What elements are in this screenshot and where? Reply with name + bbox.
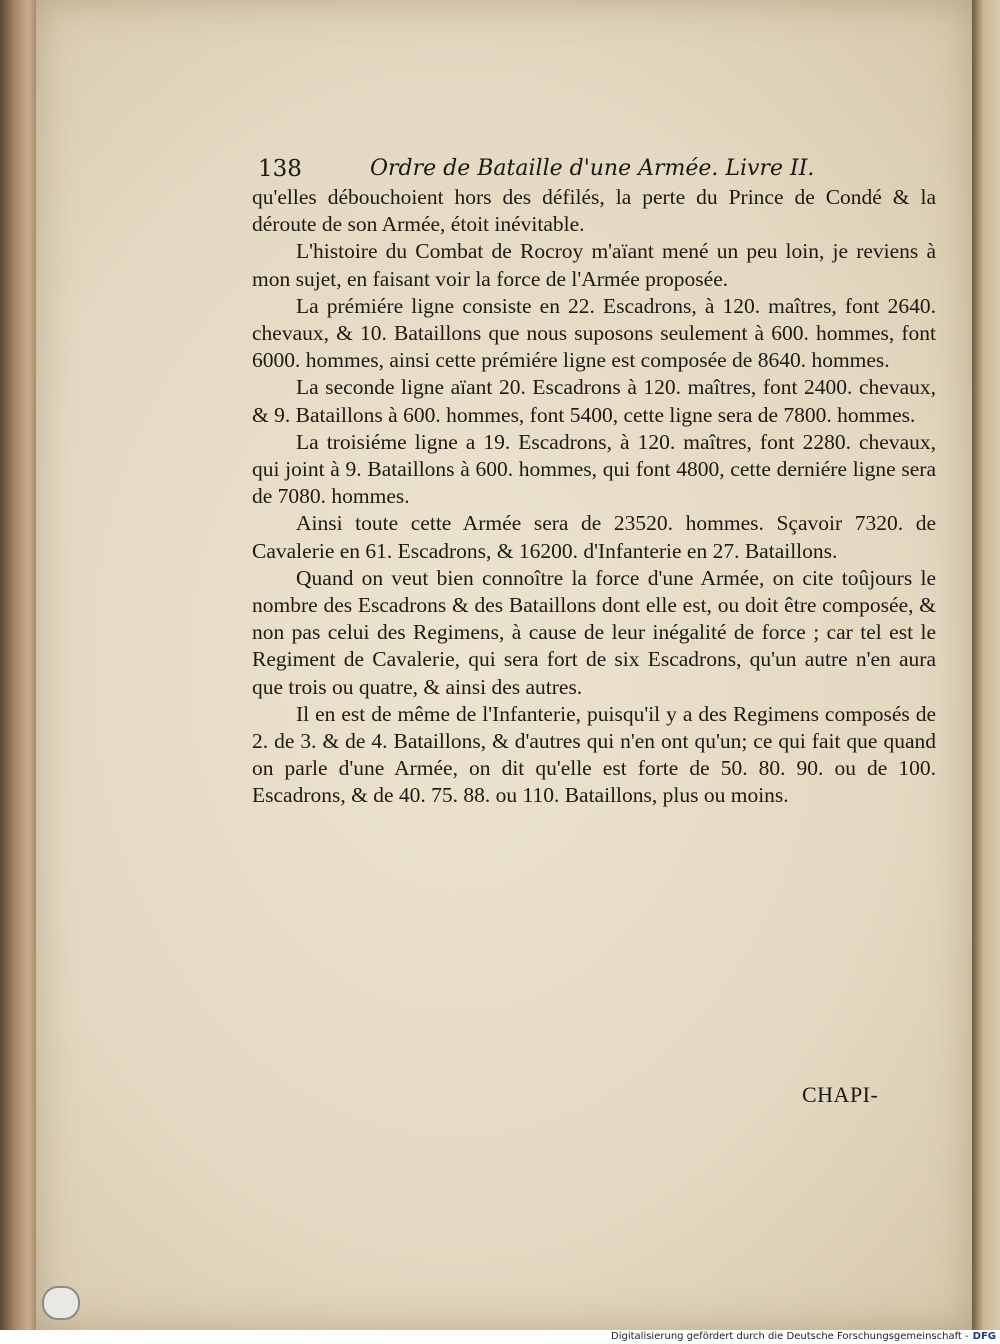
paragraph: Il en est de même de l'Infanterie, puisqu'il y a des Regimens composés de 2. de 3. & de 4. Bataillons, & d'autres qui n'en ont qu'un; ce qui fait que quand on parle d'une Armée, on dit qu'elle est forte de 50. 80. 90. ou de 100. Escadrons, & de 40. 75. 88. ou 110. Bataillons, plus ou moins.	[252, 701, 936, 808]
body-text	[252, 184, 936, 810]
paragraph: La prémiére ligne consiste en 22. Escadrons, à 120. maîtres, font 2640. chevaux, & 10. Bataillons que nous suposons seulement à 600. hommes, font 6000. hommes, ainsi cette prémiére ligne est composée de 8640. hommes.	[252, 293, 936, 373]
paragraph: La seconde ligne aïant 20. Escadrons à 120. maîtres, font 2400. chevaux, & 9. Bataillons à 600. hommes, font 5400, cette ligne sera de 7800. hommes.	[252, 375, 936, 427]
footer-credit	[0, 1330, 1000, 1344]
paragraph: La troisiéme ligne a 19. Escadrons, à 120. maîtres, font 2280. chevaux, qui joint à 9. Bataillons à 600. hommes, qui font 4800, cette derniére ligne sera de 7080. hommes.	[252, 429, 936, 509]
paragraph: Ainsi toute cette Armée sera de 23520. hommes. Sçavoir 7320. de Cavalerie en 61. Escadrons, & 16200. d'Infanterie en 27. Bataillons.	[252, 511, 936, 563]
catchword: CHAPI-	[802, 1082, 879, 1107]
paragraph: qu'elles débouchoient hors des défilés, la perte du Prince de Condé & la déroute de son Armée, étoit inévitable.	[252, 185, 936, 237]
footer-text: Digitalisierung gefördert durch die Deutsche Forschungsgemeinschaft -	[611, 1331, 969, 1342]
paragraph: L'histoire du Combat de Rocroy m'aïant mené un peu loin, je reviens à mon sujet, en faisant voir la force de l'Armée proposée.	[252, 239, 936, 291]
next-page-edge	[972, 0, 1000, 1330]
dfg-logo: DFG	[972, 1331, 996, 1342]
book-clasp	[42, 1286, 80, 1320]
page-number: 138	[258, 156, 302, 182]
paragraph: Quand on veut bien connoître la force d'une Armée, on cite toûjours le nombre des Escadrons & des Bataillons dont elle est, ou doit être composée, & non pas celui des Regimens, à cause de leur inégalité de force ; car tel est le Regiment de Cavalerie, qui sera fort de six Escadrons, qu'un autre n'en aura que trois ou quatre, & ainsi des autres.	[252, 565, 936, 699]
running-title: Ordre de Bataille d'une Armée. Livre II.	[370, 156, 815, 181]
